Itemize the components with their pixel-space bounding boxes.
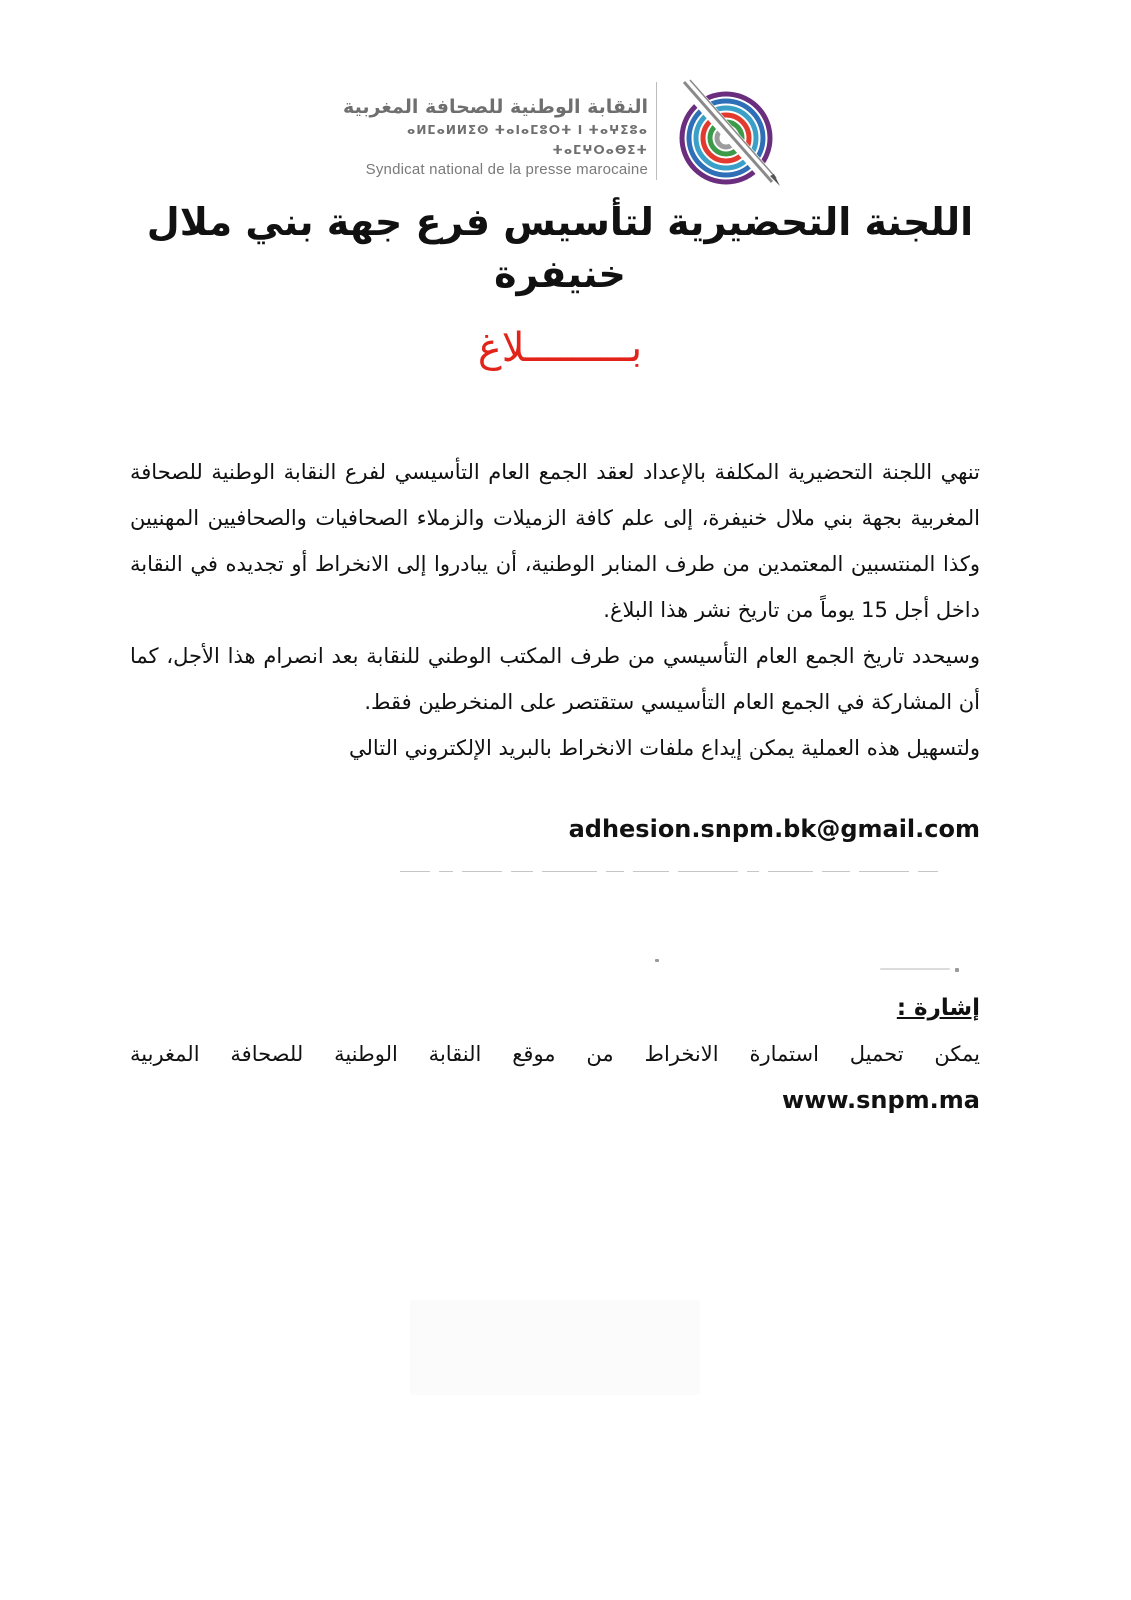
logo-text-block xyxy=(318,94,648,180)
faded-text-line xyxy=(400,858,980,872)
paragraph-email-instructions: ولتسهيل هذه العملية يمكن إيداع ملفات الانخراط بالبريد الإلكتروني التالي xyxy=(349,736,980,760)
faded-stamp-area xyxy=(410,1300,700,1395)
logo-divider xyxy=(656,82,657,180)
letterhead xyxy=(318,78,788,188)
scan-speck xyxy=(880,968,950,970)
note-text: يمكن تحميل استمارة الانخراط من موقع النقابة الوطنية للصحافة المغربية xyxy=(130,1042,980,1066)
pen-target-emblem-icon xyxy=(672,78,784,188)
notice-body xyxy=(130,449,980,771)
page-title: اللجنة التحضيرية لتأسيس فرع جهة بني ملال خنيفرة xyxy=(146,200,974,296)
org-name-french: Syndicat national de la presse marocaine xyxy=(365,161,648,178)
paragraph-membership: تنهي اللجنة التحضيرية المكلفة بالإعداد لعقد الجمع العام التأسيسي لفرع النقابة الوطنية للصحافة المغربية بجهة بني ملال خنيفرة، إلى علم كافة الزميلات والزملاء الصحافيات والصحافيين المهنيين وكذا المنتسبين المعتمدين من طرف المنابر الوطنية، أن يبادروا إلى الانخراط أو تجديده في النقابة داخل أجل 15 يوماً من تاريخ نشر هذا البلاغ. xyxy=(130,460,980,622)
notice-heading: بـــــــــلاغ xyxy=(477,325,643,371)
website-link[interactable]: www.snpm.ma xyxy=(782,1086,980,1114)
contact-email-link[interactable]: adhesion.snpm.bk@gmail.com xyxy=(568,815,980,843)
note-label: إشارة : xyxy=(896,995,980,1021)
org-name-tifinagh: ⴰⵍⵎⴰⵍⵍⵉⵙ ⵜⴰⵏⴰⵎⵓⵔⵜ Ⅰ ⵜⴰⵖⵉⵓⴰ ⵜⴰⵎⵖⵔⴰⴱⵉⵜ xyxy=(407,123,648,157)
org-name-arabic: النقابة الوطنية للصحافة المغربية xyxy=(343,96,648,118)
scan-speck xyxy=(655,959,659,962)
scan-speck xyxy=(955,968,959,972)
paragraph-general-assembly: وسيحدد تاريخ الجمع العام التأسيسي من طرف المكتب الوطني للنقابة بعد انصرام هذا الأجل، كما أن المشاركة في الجمع العام التأسيسي ستقتصر على المنخرطين فقط. xyxy=(130,644,980,714)
